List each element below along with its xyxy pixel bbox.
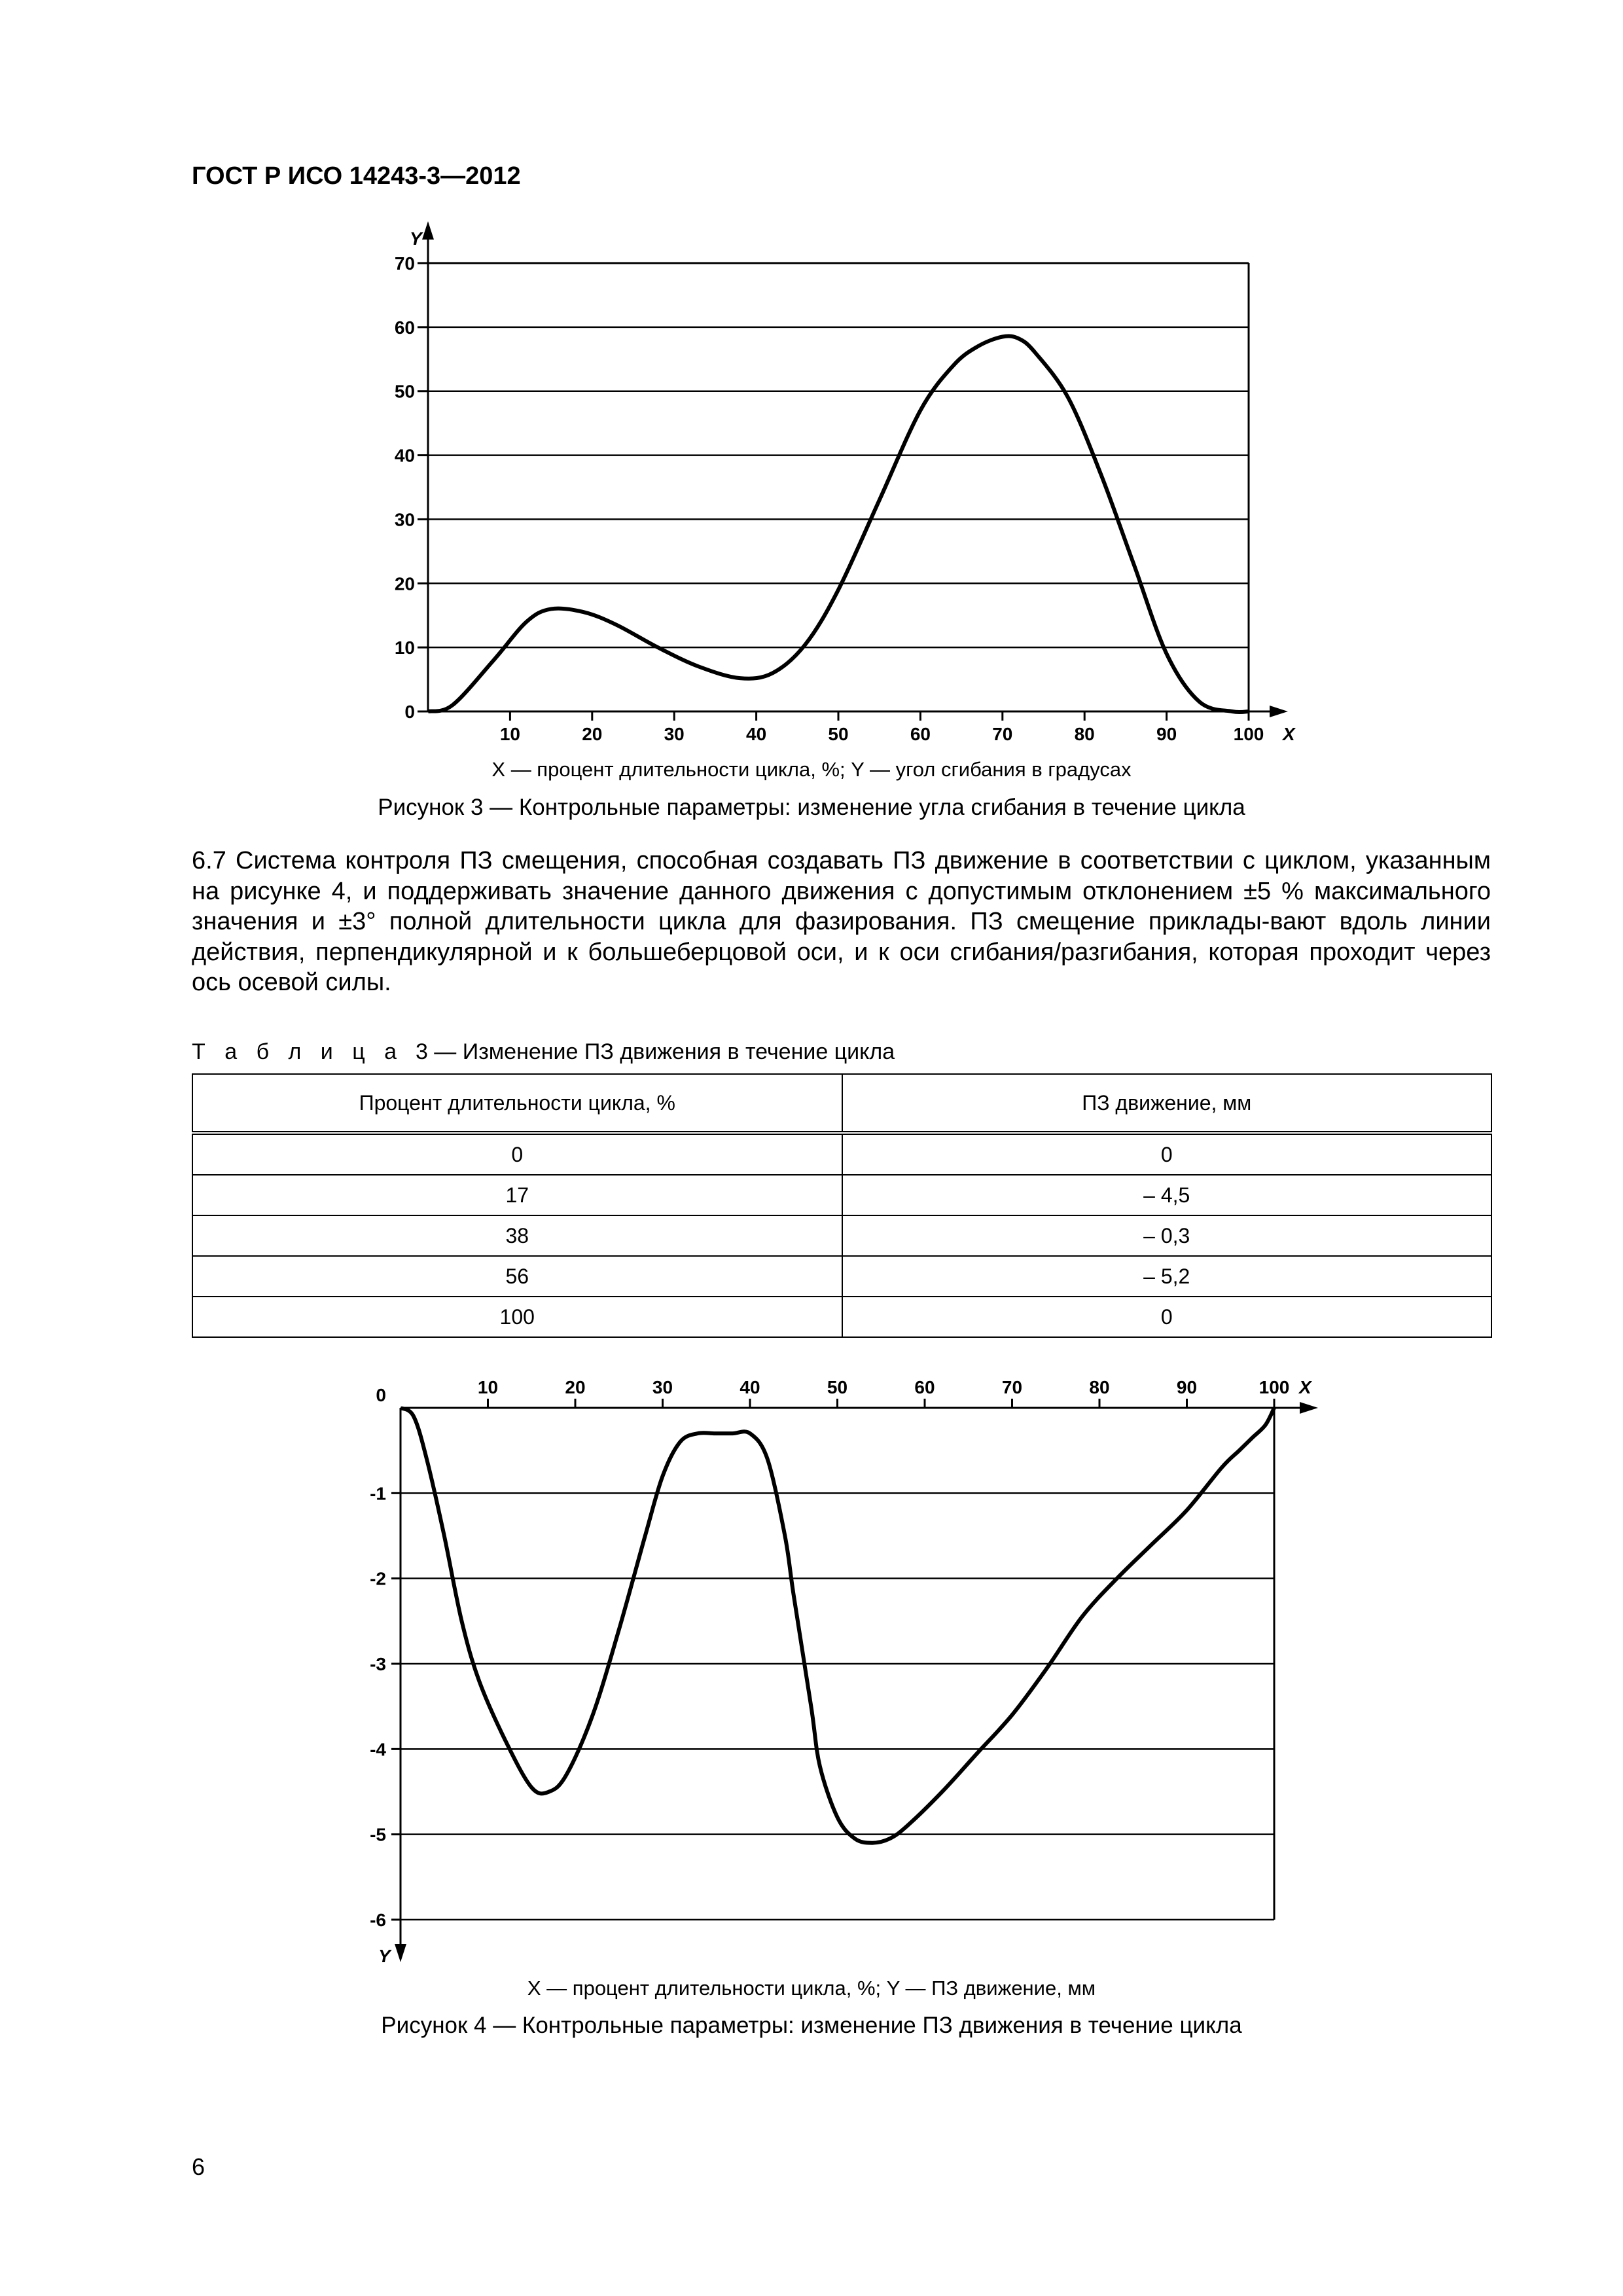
x-tick-label: 10 bbox=[477, 1377, 499, 1397]
x-tick-label: 80 bbox=[1089, 1377, 1110, 1397]
x-tick-label: 30 bbox=[652, 1377, 673, 1397]
figure-3-legend: X — процент длительности цикла, %; Y — угол сгибания в градусах bbox=[491, 758, 1132, 781]
x-tick-label: 40 bbox=[746, 724, 767, 744]
y-tick-label: 30 bbox=[394, 509, 415, 530]
table-cell: 0 bbox=[842, 1297, 1492, 1337]
paragraph-6-7: 6.7 Система контроля ПЗ смещения, способная создавать ПЗ движение в соответствии с циклом, указанным на рисунке 4, и поддерживать значение данного движения с допустимым отклонением ±5 % максимального значения и ±3° полной длительности цикла для фазирования. ПЗ смещение приклады-вают вдоль линии действия, перпендикулярной и к большеберцовой оси, и к оси сгибания/разгибания, которая проходит через ось осевой силы. bbox=[192, 847, 1491, 996]
y-axis-letter: Y bbox=[378, 1946, 391, 1966]
x-tick-label: 10 bbox=[499, 724, 520, 744]
page-number: 6 bbox=[192, 2153, 205, 2180]
table-cell: – 4,5 bbox=[842, 1175, 1492, 1215]
x-tick-label: 50 bbox=[827, 1377, 848, 1397]
x-tick-label: 30 bbox=[664, 724, 685, 744]
x-tick-label: 100 bbox=[1233, 724, 1264, 744]
table-cell: 56 bbox=[192, 1256, 842, 1297]
table-cell: – 0,3 bbox=[842, 1215, 1492, 1256]
x-tick-label: 60 bbox=[914, 1377, 935, 1397]
x-tick-label: 50 bbox=[828, 724, 849, 744]
y-axis-arrow-icon bbox=[395, 1944, 406, 1962]
y-tick-label: -3 bbox=[370, 1654, 386, 1674]
figure-3-caption: Рисунок 3 — Контрольные параметры: изменение угла сгибания в течение цикла bbox=[378, 795, 1245, 820]
y-tick-label: -2 bbox=[370, 1568, 386, 1589]
x-tick-label: 40 bbox=[740, 1377, 760, 1397]
x-axis-letter: X bbox=[1283, 724, 1295, 744]
y-axis-letter: Y bbox=[410, 228, 422, 249]
y-tick-label: 10 bbox=[394, 637, 415, 658]
figure-4-caption: Рисунок 4 — Контрольные параметры: изменение ПЗ движения в течение цикла bbox=[381, 2013, 1242, 2038]
series-line bbox=[401, 1408, 1274, 1843]
y-tick-label: -1 bbox=[370, 1483, 386, 1504]
y-tick-label: 60 bbox=[394, 317, 415, 338]
table-cell: 100 bbox=[192, 1297, 842, 1337]
column-header-cycle-percent: Процент длительности цикла, % bbox=[192, 1074, 842, 1133]
x-tick-label: 20 bbox=[565, 1377, 586, 1397]
x-tick-label: 60 bbox=[910, 724, 931, 744]
x-axis-letter: X bbox=[1299, 1377, 1311, 1397]
y-tick-label: 0 bbox=[404, 702, 415, 722]
table-cell: – 5,2 bbox=[842, 1256, 1492, 1297]
y-tick-label: -5 bbox=[370, 1824, 386, 1845]
column-header-displacement: ПЗ движение, мм bbox=[842, 1074, 1492, 1133]
x-tick-label: 90 bbox=[1156, 724, 1177, 744]
table-cell: 17 bbox=[192, 1175, 842, 1215]
x-tick-label: 70 bbox=[1001, 1377, 1023, 1397]
x-tick-label: 80 bbox=[1074, 724, 1095, 744]
y-tick-label: 40 bbox=[394, 445, 415, 466]
x-tick-label: 70 bbox=[992, 724, 1013, 744]
figure-4-legend: X — процент длительности цикла, %; Y — ПЗ движение, мм bbox=[527, 1977, 1096, 2000]
y-tick-label: 70 bbox=[394, 253, 415, 274]
y-tick-label: 20 bbox=[394, 573, 415, 594]
table-title: 3 — Изменение ПЗ движения в течение цикла bbox=[415, 1039, 895, 1064]
table-cell: 0 bbox=[842, 1133, 1492, 1175]
y-tick-label: -4 bbox=[370, 1739, 386, 1760]
x-tick-label: 90 bbox=[1176, 1377, 1198, 1397]
x-axis-arrow-icon bbox=[1300, 1402, 1318, 1414]
table-label: Т а б л и ц а bbox=[192, 1039, 404, 1064]
x-tick-label: 20 bbox=[582, 724, 603, 744]
y-tick-label: 0 bbox=[376, 1385, 386, 1405]
y-tick-label: 50 bbox=[394, 381, 415, 402]
table-cell: 38 bbox=[192, 1215, 842, 1256]
x-tick-label: 100 bbox=[1258, 1377, 1290, 1397]
document-code-header: ГОСТ Р ИСО 14243-3—2012 bbox=[192, 162, 521, 190]
y-tick-label: -6 bbox=[370, 1910, 386, 1930]
table-cell: 0 bbox=[192, 1133, 842, 1175]
